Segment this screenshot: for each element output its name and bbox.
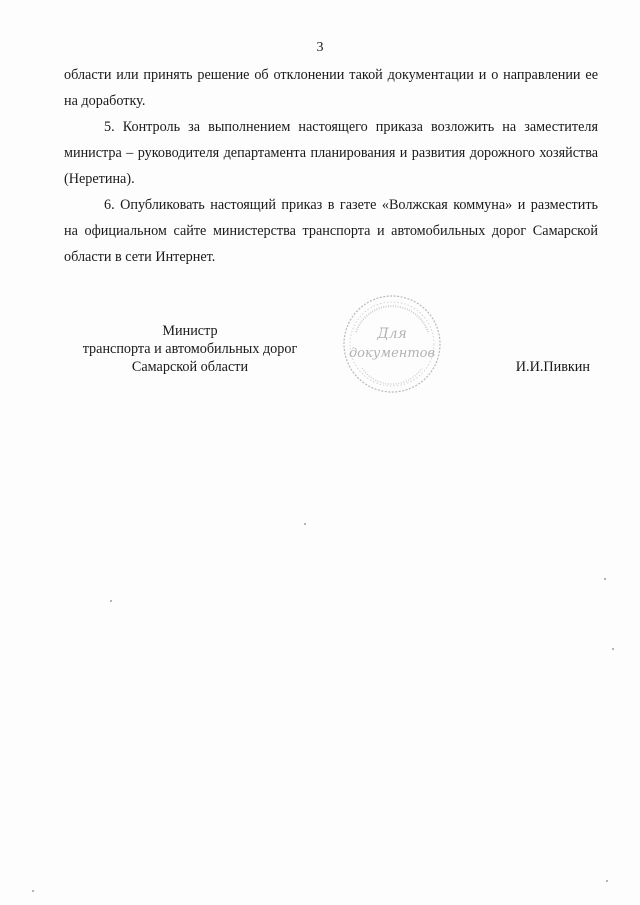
paragraph-item-6: 6. Опубликовать настоящий приказ в газете «Волжская коммуна» и разместить на официальном сайте министерства транспорта и автомобильных дорог Самарской области в сети Интернет. xyxy=(64,197,598,265)
page-number: 3 xyxy=(316,40,324,55)
signer-title-line-1: Министр xyxy=(162,323,218,339)
stamp-text-line-2: документов xyxy=(348,346,436,361)
stamp-seal-graphic xyxy=(340,292,444,396)
scan-speck xyxy=(304,523,306,525)
signer-title-line-3: Самарской области xyxy=(131,359,249,375)
scan-speck xyxy=(612,648,614,650)
scan-speck xyxy=(110,600,112,602)
scan-speck xyxy=(604,578,606,580)
signer-name: И.И.Пивкин xyxy=(515,359,590,375)
round-stamp xyxy=(340,292,444,396)
document-body xyxy=(64,62,598,270)
paragraph-continuation: области или принять решение об отклонении такой документации и о направлении ее на доработку. xyxy=(64,67,598,109)
signer-title xyxy=(40,322,340,376)
scan-speck xyxy=(32,890,34,892)
paragraph-item-5: 5. Контроль за выполнением настоящего приказа возложить на заместителя министра – руководителя департамента планирования и развития дорожного хозяйства (Неретина). xyxy=(64,119,598,187)
scan-speck xyxy=(606,880,608,882)
signer-title-line-2: транспорта и автомобильных дорог xyxy=(82,341,298,357)
stamp-text-line-1: Для xyxy=(377,326,407,342)
signature-block xyxy=(40,322,600,412)
